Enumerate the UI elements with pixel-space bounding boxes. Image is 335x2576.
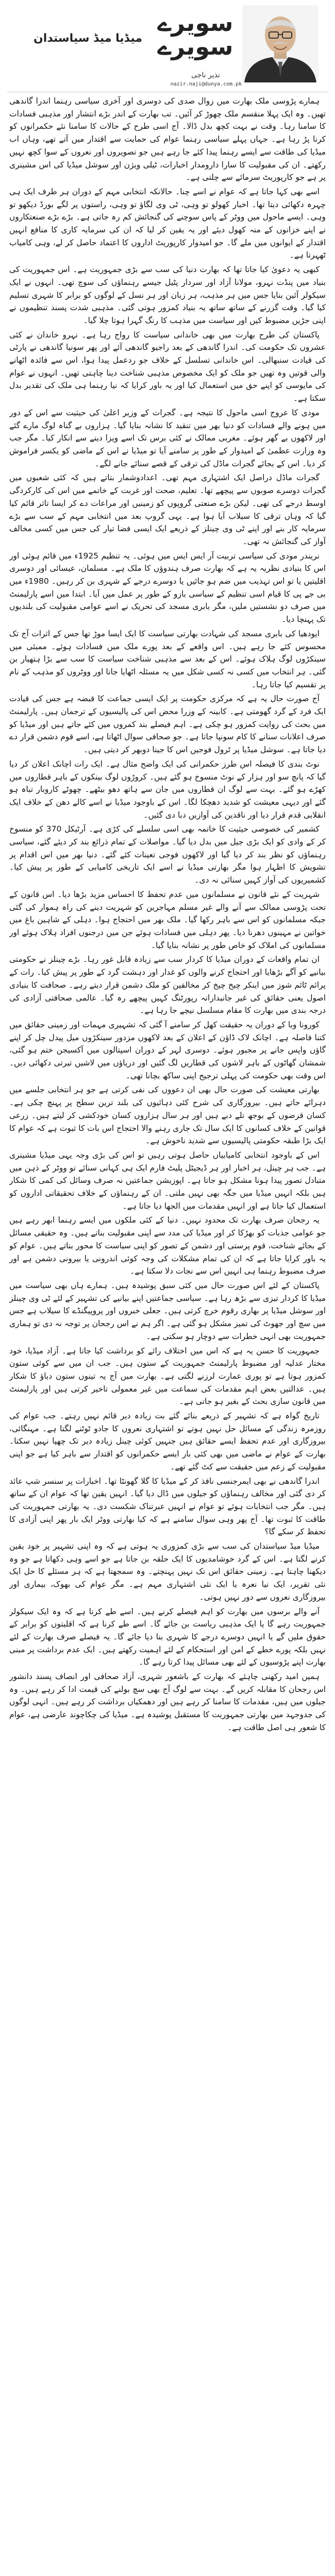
article-paragraph: نریندر مودی کی سیاسی تربیت آر ایس ایس میں ہوئی۔ یہ تنظیم 1925ء میں قائم ہوئی اور اس کا بنیادی نظریہ یہ ہے کہ بھارت صرف ہندوؤں کا ملک ہے۔ مسلمان، عیسائی اور دوسری اقلیتیں یا تو اس تہذیب میں ضم ہو جائیں یا دوسرے درجے کے شہری بن کر رہیں۔ 1980ء میں بی جے پی کا قیام اسی تنظیم کے سیاسی بازو کے طور پر عمل میں آیا۔ ابتدا میں اسے پارلیمنٹ میں صرف دو نشستیں ملیں، مگر بابری مسجد کی تحریک نے اسے عوامی مقبولیت کی بلندیوں تک پہنچا دیا۔ (9, 551, 326, 624)
article-paragraph: اس کے باوجود انتخابی کامیابیاں حاصل ہوتی رہیں تو اس کی بڑی وجہ یہی میڈیا مشینری ہے۔ جب ہر چینل، ہر اخبار اور ہر ڈیجیٹل پلیٹ فارم ایک ہی کہانی سنائے تو ووٹر کے ذہن میں متبادل تصور پیدا ہونا مشکل ہو جاتا ہے۔ اپوزیشن جماعتیں نہ صرف وسائل کی کمی کا شکار ہیں بلکہ انہیں میڈیا میں جگہ بھی نہیں ملتی۔ ان کے رہنماؤں کے خلاف تحقیقاتی اداروں کو استعمال کیا جاتا ہے اور انہیں مقدمات میں الجھا دیا جاتا ہے۔ (9, 1150, 326, 1211)
article-paragraph: پاکستان کے لئے اس صورت حال میں کئی سبق پوشیدہ ہیں۔ ہمارے ہاں بھی سیاست میں میڈیا کا کردار تیزی سے بڑھ رہا ہے۔ سیاسی جماعتیں اپنے بیانیے کی تشہیر کے لئے ٹی وی چینلز اور سوشل میڈیا پر بھاری رقوم خرچ کرتی ہیں۔ جعلی خبروں اور پروپیگنڈے کا سیلاب ہے جس میں سچ اور جھوٹ کی تمیز مشکل ہو گئی ہے۔ اگر ہم نے اس رجحان پر توجہ نہ دی تو ہماری جمہوریت بھی انہی خطرات سے دوچار ہو سکتی ہے۔ (9, 1280, 326, 1341)
column-logo (146, 11, 244, 58)
column-title: میڈیا میڈ سیاستدان (34, 32, 142, 45)
article-body (9, 95, 326, 2576)
article-paragraph: یہ رجحان صرف بھارت تک محدود نہیں۔ دنیا کے کئی ملکوں میں ایسے رہنما ابھر رہے ہیں جو عوامی جذبات کو بھڑکا کر اور میڈیا کی مدد سے اپنی مقبولیت بناتے ہیں۔ وہ حقیقی مسائل کے بجائے شناخت، قوم پرستی اور دشمن کے تصور کو اپنی سیاست کا محور بناتے ہیں۔ عوام کو یہ باور کرایا جاتا ہے کہ ان کی تمام مشکلات کی وجہ کوئی اندرونی یا بیرونی دشمن ہے اور صرف مضبوط رہنما ہی انہیں اس سے نجات دلا سکتا ہے۔ (9, 1215, 326, 1276)
column-logo-line1: سویرے (157, 9, 233, 37)
article-paragraph: پاکستان کی طرح بھارت میں بھی خاندانی سیاست کا رواج رہا ہے۔ نہرو خاندان نے کئی عشروں تک حکومت کی۔ اندرا گاندھی کے بعد راجیو گاندھی آئے اور پھر سونیا گاندھی نے پارٹی کی قیادت سنبھالی۔ اس خاندانی تسلسل کے خلاف جو ردعمل پیدا ہوا، اس سے فائدہ اٹھانے والی قوتیں وہ تھیں جو ملک کو ایک مخصوص مذہبی شناخت دینا چاہتی تھیں۔ انہوں نے عوام کی مایوسی کو اپنے حق میں استعمال کیا اور یہ باور کرایا کہ نیا رہنما ہی ملک کی تقدیر بدل سکتا ہے۔ (9, 330, 326, 403)
article-paragraph: اندرا گاندھی نے بھی ایمرجنسی نافذ کر کے میڈیا کا گلا گھونٹا تھا۔ اخبارات پر سنسر شپ عائد کر دی گئی اور مخالف رہنماؤں کو جیلوں میں ڈال دیا گیا۔ انہیں یقین تھا کہ عوام ان کے ساتھ ہیں۔ مگر جب انتخابات ہوئے تو عوام نے انہیں عبرتناک شکست دی۔ یہ بھارتی جمہوریت کی طاقت کا ثبوت تھا۔ آج پھر وہی سوال سامنے ہے کہ کیا بھارتی ووٹر ایک بار پھر اپنی آزادی کا تحفظ کر سکے گا؟ (9, 1476, 326, 1537)
article-paragraph: مودی کا عروج اسی ماحول کا نتیجہ ہے۔ گجرات کے وزیر اعلیٰ کی حیثیت سے اس کے دور میں ہونے والے فسادات کو دنیا بھر میں تنقید کا نشانہ بنایا گیا۔ ہزاروں بے گناہ لوگ مارے گئے اور لاکھوں بے گھر ہوئے۔ مغربی ممالک نے کئی برس تک اسے ویزا دینے سے انکار کیا۔ مگر جب وہ وزارت عظمیٰ کے امیدوار کے طور پر سامنے آیا تو میڈیا نے اس کے ماضی کو یکسر فراموش کر دیا۔ اس کے بجائے گجرات ماڈل کی ترقی کے قصے سنائے جانے لگے۔ (9, 408, 326, 468)
article-paragraph: کبھی یہ دعویٰ کیا جاتا تھا کہ بھارت دنیا کی سب سے بڑی جمہوریت ہے۔ اس جمہوریت کی بنیاد میں پنڈت نہرو، مولانا آزاد اور سردار پٹیل جیسے رہنماؤں کی سوچ تھی۔ انہوں نے ایک سیکولر آئین بنایا جس میں ہر مذہب، ہر زبان اور ہر نسل کے لوگوں کو برابر کا شہری تسلیم کیا گیا۔ وقت گزرنے کے ساتھ ساتھ یہ بنیاد کمزور ہوتی گئی۔ مذہبی شدت پسند تنظیموں نے اپنی جڑیں مضبوط کیں اور سیاست میں مذہب کا رنگ گہرا ہوتا چلا گیا۔ (9, 265, 326, 325)
article-paragraph: آنے والے برسوں میں بھارت کو اہم فیصلے کرنے ہیں۔ اسے طے کرنا ہے کہ وہ ایک سیکولر جمہوریت رہے گا یا ایک مذہبی ریاست بن جائے گا۔ اسے طے کرنا ہے کہ اقلیتوں کو برابر کے حقوق ملیں گے یا انہیں دوسرے درجے کا شہری بنا دیا جائے گا۔ یہ فیصلے صرف بھارت کے لئے نہیں بلکہ پورے خطے کے امن اور استحکام کے لئے اہمیت رکھتے ہیں۔ ایک عدم برداشت پر مبنی بھارت اپنے پڑوسیوں کے لئے بھی مسائل پیدا کرتا رہے گا۔ (9, 1606, 326, 1667)
article-paragraph: کشمیر کی خصوصی حیثیت کا خاتمہ بھی اسی سلسلے کی کڑی ہے۔ آرٹیکل 370 کو منسوخ کر کے وادی کو ایک بڑی جیل میں بدل دیا گیا۔ مواصلات کے تمام ذرائع بند کر دیئے گئے، سیاسی رہنماؤں کو نظر بند کر دیا گیا اور لاکھوں فوجی تعینات کئے گئے۔ دنیا بھر میں اس اقدام پر تشویش کا اظہار ہوا مگر بھارتی میڈیا نے اسے ایک تاریخی کامیابی کے طور پر پیش کیا۔ کشمیریوں کی آواز کہیں سنائی نہ دی۔ (9, 824, 326, 885)
article-paragraph: گجرات ماڈل دراصل ایک اشتہاری مہم تھی۔ اعدادوشمار بتاتے ہیں کہ کئی شعبوں میں گجرات دوسرے صوبوں سے پیچھے تھا۔ تعلیم، صحت اور غربت کے خاتمے میں اس کی کارکردگی اوسط درجے کی تھی۔ لیکن بڑے صنعتی گروپوں کو زمینیں اور مراعات دے کر ایسا تاثر قائم کیا گیا کہ وہاں ترقی کا سیلاب آیا ہوا ہے۔ یہی گروپ بعد میں انتخابی مہم کے سب سے بڑے سرمایہ کار بنے اور اپنے ٹی وی چینلز کے ذریعے ایک ایسی فضا تیار کی جس میں کسی مخالف آواز کی گنجائش نہ تھی۔ (9, 473, 326, 546)
article-paragraph: ہمارے پڑوسی ملک بھارت میں زوال صدی کی دوسری اور آخری سیاسی رہنما اندرا گاندھی تھیں۔ وہ ایک پہلا منقسم ملک چھوڑ کر آئیں۔ تب بھارت کے اندر بڑے انتشار اور مذہبی فسادات کا سامنا رہا۔ وقت نے بہت کچھ بدل ڈالا۔ آج اسی طرح کے حالات کا سامنا نئے حکمرانوں کو کرنا پڑ رہا ہے۔ جہاں پہلے سیاسی رہنما عوام کی حمایت سے اقتدار میں آتے تھے، وہاں اب میڈیا کی طاقت سے ایسے رہنما پیدا کئے جا رہے ہیں جو تصویروں اور نعروں کے سوا کچھ نہیں رکھتے۔ ان کی مقبولیت کا سارا دارومدار اخبارات، ٹیلی ویژن اور سوشل میڈیا کی اس مشینری پر ہے جو کارپوریٹ سرمائے سے چلتی ہے۔ (9, 96, 326, 182)
article-paragraph: بھارتی معیشت کی صورت حال بھی ان دعووں کی نفی کرتی ہے جو ہر انتخابی جلسے میں دہرائے جاتے ہیں۔ بیروزگاری کی شرح کئی دہائیوں کی بلند ترین سطح پر پہنچ چکی ہے۔ کسان قرضوں کے بوجھ تلے دبے ہیں اور ہر سال ہزاروں کسان خودکشی کر لیتے ہیں۔ زرعی قوانین کے خلاف کسانوں کا ایک سال تک جاری رہنے والا احتجاج اس بات کا ثبوت ہے کہ عوام کا ایک بڑا طبقہ حکومتی پالیسیوں سے شدید ناخوش ہے۔ (9, 1085, 326, 1146)
column-masthead (7, 0, 328, 92)
article-paragraph: ہمیں امید رکھنی چاہئے کہ بھارت کے باشعور شہری، آزاد صحافی اور انصاف پسند دانشور اس رجحان کا مقابلہ کریں گے۔ بہت سے لوگ آج بھی سچ بولنے کی قیمت ادا کر رہے ہیں۔ وہ جیلوں میں ہیں، مقدمات کا سامنا کر رہے ہیں اور دھمکیاں برداشت کر رہے ہیں۔ انہی لوگوں کی جدوجہد میں بھارتی جمہوریت کا مستقبل پوشیدہ ہے۔ میڈیا کی چکاچوند عارضی ہے، عوام کا شعور ہی اصل طاقت ہے۔ (9, 1672, 326, 1732)
article-paragraph: جمہوریت کا حسن یہ ہے کہ اس میں اختلاف رائے کو برداشت کیا جاتا ہے۔ آزاد میڈیا، خود مختار عدلیہ اور مضبوط پارلیمنٹ جمہوریت کے ستون ہیں۔ جب ان میں سے کوئی ستون کمزور ہوتا ہے تو پوری عمارت لرزنے لگتی ہے۔ بھارت میں آج یہ تینوں ستون دباؤ کا شکار ہیں۔ عدالتیں بعض اہم مقدمات کی سماعت میں غیر معمولی تاخیر کرتی ہیں اور پارلیمنٹ میں قانون سازی بحث کے بغیر ہو جاتی ہے۔ (9, 1346, 326, 1406)
article-paragraph: آج صورت حال یہ ہے کہ مرکزی حکومت پر ایک ایسی جماعت کا قبضہ ہے جس کی قیادت ایک فرد کے گرد گھومتی ہے۔ کابینہ کے وزرا محض اس کی پالیسیوں کے ترجمان ہیں۔ پارلیمنٹ میں بحث کی روایت کمزور ہو چکی ہے۔ اہم فیصلے بند کمروں میں کئے جاتے ہیں اور میڈیا کو صرف اعلانات سنانے کا کام سونپا جاتا ہے۔ جو صحافی سوال اٹھاتا ہے، اسے قوم دشمن قرار دے دیا جاتا ہے۔ سوشل میڈیا پر ٹرول فوجیں اس کا جینا دوبھر کر دیتی ہیں۔ (9, 694, 326, 755)
article-paragraph: نوٹ بندی کا فیصلہ اس طرز حکمرانی کی ایک واضح مثال ہے۔ ایک رات اچانک اعلان کر دیا گیا کہ پانچ سو اور ہزار کے نوٹ منسوخ ہو گئے ہیں۔ کروڑوں لوگ بینکوں کے باہر قطاروں میں کھڑے ہو گئے۔ بہت سے لوگ ان قطاروں میں جان سے ہاتھ دھو بیٹھے۔ چھوٹے کاروبار تباہ ہو گئے اور دیہی معیشت کو شدید دھچکا لگا۔ اس کے باوجود میڈیا نے اسے کالے دھن کے خلاف ایک انقلابی قدم قرار دیا اور ناقدین کی آوازیں دبا دی گئیں۔ (9, 759, 326, 820)
article-paragraph: ان تمام واقعات کے دوران میڈیا کا کردار سب سے زیادہ قابل غور رہا۔ بڑے چینلز نے حکومتی بیانیے کو آگے بڑھایا اور احتجاج کرنے والوں کو غدار اور دہشت گرد کے طور پر پیش کیا۔ رات کے پرائم ٹائم شوز میں اینکر چیخ چیخ کر مخالفین کو ملک دشمن قرار دیتے رہے۔ صحافت کا بنیادی اصول یعنی حقائق کی غیر جانبدارانہ رپورٹنگ کہیں پیچھے رہ گیا۔ عالمی صحافتی آزادی کی درجہ بندی میں بھارت کا مقام مسلسل نیچے جا رہا ہے۔ (9, 955, 326, 1015)
column-logo-line2: سویرے (157, 32, 233, 60)
article-paragraph: اسے بھی کہا جاتا ہے کہ عوام نے اسے چنا۔ حالانکہ انتخابی مہم کے دوران ہر طرف ایک ہی چہرہ دکھائی دیتا تھا۔ اخبار کھولو تو وہی، ٹی وی لگاؤ تو وہی، راستوں پر لگے بورڈ دیکھو تو وہی۔ ایسے ماحول میں ووٹر کے پاس سوچنے کی گنجائش کم رہ جاتی ہے۔ بڑے بڑے صنعتکاروں نے اپنے خزانوں کے منہ کھول دیئے اور یہ یقین کر لیا کہ ان کی سرمایہ کاری کا منافع انہیں اقتدار کے ایوانوں میں ملے گا۔ جو امیدوار کارپوریٹ اداروں کا اعتماد حاصل کر لے، وہی کامیاب ٹھہرتا ہے۔ (9, 187, 326, 260)
article-paragraph: ایودھیا کی بابری مسجد کی شہادت بھارتی سیاست کا ایک ایسا موڑ تھا جس کے اثرات آج تک محسوس کئے جا رہے ہیں۔ اس واقعے کے بعد پورے ملک میں فسادات ہوئے۔ ممبئی میں سینکڑوں لوگ ہلاک ہوئے۔ اس کے بعد سے مذہبی شناخت سیاست کا سب سے بڑا ہتھیار بن گئی۔ ہر انتخاب میں کسی نہ کسی شکل میں یہ مسئلہ اٹھایا جاتا اور ووٹروں کو مذہب کے نام پر تقسیم کیا جاتا رہا۔ (9, 629, 326, 689)
article-paragraph: تاریخ گواہ ہے کہ تشہیر کے ذریعے بنائے گئے بت زیادہ دیر قائم نہیں رہتے۔ جب عوام کی روزمرہ زندگی کے مسائل حل نہیں ہوتے تو اشتہاری نعروں کا جادو ٹوٹنے لگتا ہے۔ مہنگائی، بیروزگاری اور عدم تحفظ ایسے حقائق ہیں جنہیں کوئی چینل زیادہ دیر تک چھپا نہیں سکتا۔ بھارت کے عوام نے ماضی میں بھی کئی بار ایسے حکمرانوں کو اقتدار سے باہر کیا ہے جو اپنی مقبولیت کے زعم میں حقیقت سے کٹ گئے تھے۔ (9, 1411, 326, 1471)
article-paragraph: شہریت کے نئے قانون نے مسلمانوں میں عدم تحفظ کا احساس مزید بڑھا دیا۔ اس قانون کے تحت پڑوسی ممالک سے آنے والے غیر مسلم مہاجرین کو شہریت دینے کی راہ ہموار کی گئی جبکہ مسلمانوں کو اس سے باہر رکھا گیا۔ ملک بھر میں احتجاج ہوا۔ دہلی کے شاہین باغ میں خواتین نے مہینوں دھرنا دیا۔ پھر دہلی میں فسادات ہوئے جن میں درجنوں افراد ہلاک ہوئے اور مسلمانوں کی املاک کو خاص طور پر نشانہ بنایا گیا۔ (9, 889, 326, 950)
article-paragraph: کورونا وبا کے دوران یہ حقیقت کھل کر سامنے آ گئی کہ تشہیری مہمات اور زمینی حقائق میں کتنا فاصلہ ہے۔ اچانک لاک ڈاؤن کے اعلان کے بعد لاکھوں مزدور سینکڑوں میل پیدل چل کر اپنے گاؤں واپس جانے پر مجبور ہوئے۔ دوسری لہر کے دوران اسپتالوں میں آکسیجن ختم ہو گئی، شمشان گھاٹوں کے باہر لاشوں کی قطاریں لگ گئیں اور دریاؤں میں لاشیں تیرتی دکھائی دیں۔ اس وقت بھی حکومت کی پہلی ترجیح اپنی ساکھ بچانا تھی۔ (9, 1020, 326, 1080)
author-email: nazir.naji@dunya.com.pk (170, 81, 242, 87)
author-name: نذیر ناجی (191, 71, 220, 79)
article-paragraph: میڈیا میڈ سیاستدان کی سب سے بڑی کمزوری یہ ہوتی ہے کہ وہ اپنی تشہیر پر خود یقین کرنے لگتا ہے۔ اس کے گرد خوشامدیوں کا ایک حلقہ بن جاتا ہے جو اسے وہی دکھاتا ہے جو وہ دیکھنا چاہتا ہے۔ زمینی حقائق اس تک نہیں پہنچتے۔ وہ سمجھتا ہے کہ ہر مسئلے کا حل ایک نئی تقریر، ایک نیا نعرہ یا ایک نئی اشتہاری مہم ہے۔ مگر عوام کی بھوک، بیماری اور بیروزگاری نعروں سے دور نہیں ہوتی۔ (9, 1541, 326, 1602)
